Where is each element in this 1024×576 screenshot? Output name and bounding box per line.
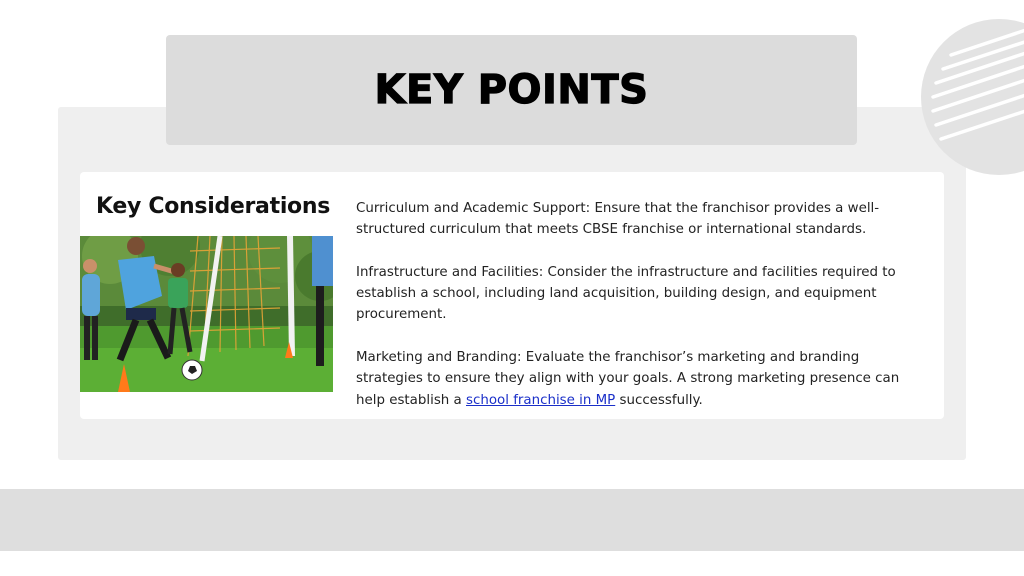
paragraph-curriculum: Curriculum and Academic Support: Ensure that the franchisor provides a well-structured curriculum that meets CBSE franchise or international standards. <box>356 201 880 238</box>
card-heading: Key Considerations <box>96 194 331 219</box>
paragraph-infrastructure: Infrastructure and Facilities: Consider the infrastructure and facilities required to establish a school, including land acquisition, building design, and equipment procurement. <box>356 264 896 323</box>
page-title: KEY POINTS <box>374 67 649 113</box>
marketing-text-before: Marketing and Branding: Evaluate the franchisor’s marketing and branding strategies to ensure they align with your goals. A strong marketing presence can help establish a <box>356 350 900 408</box>
soccer-photo <box>80 236 333 392</box>
school-franchise-link[interactable]: school franchise in MP <box>466 392 616 408</box>
content-card <box>80 172 944 419</box>
decorative-circle-icon <box>921 19 1024 175</box>
bottom-band <box>0 489 1024 551</box>
card-body-text <box>356 198 916 411</box>
title-box <box>166 35 857 145</box>
paragraph-marketing <box>356 347 916 411</box>
marketing-text-after: successfully. <box>615 392 703 408</box>
